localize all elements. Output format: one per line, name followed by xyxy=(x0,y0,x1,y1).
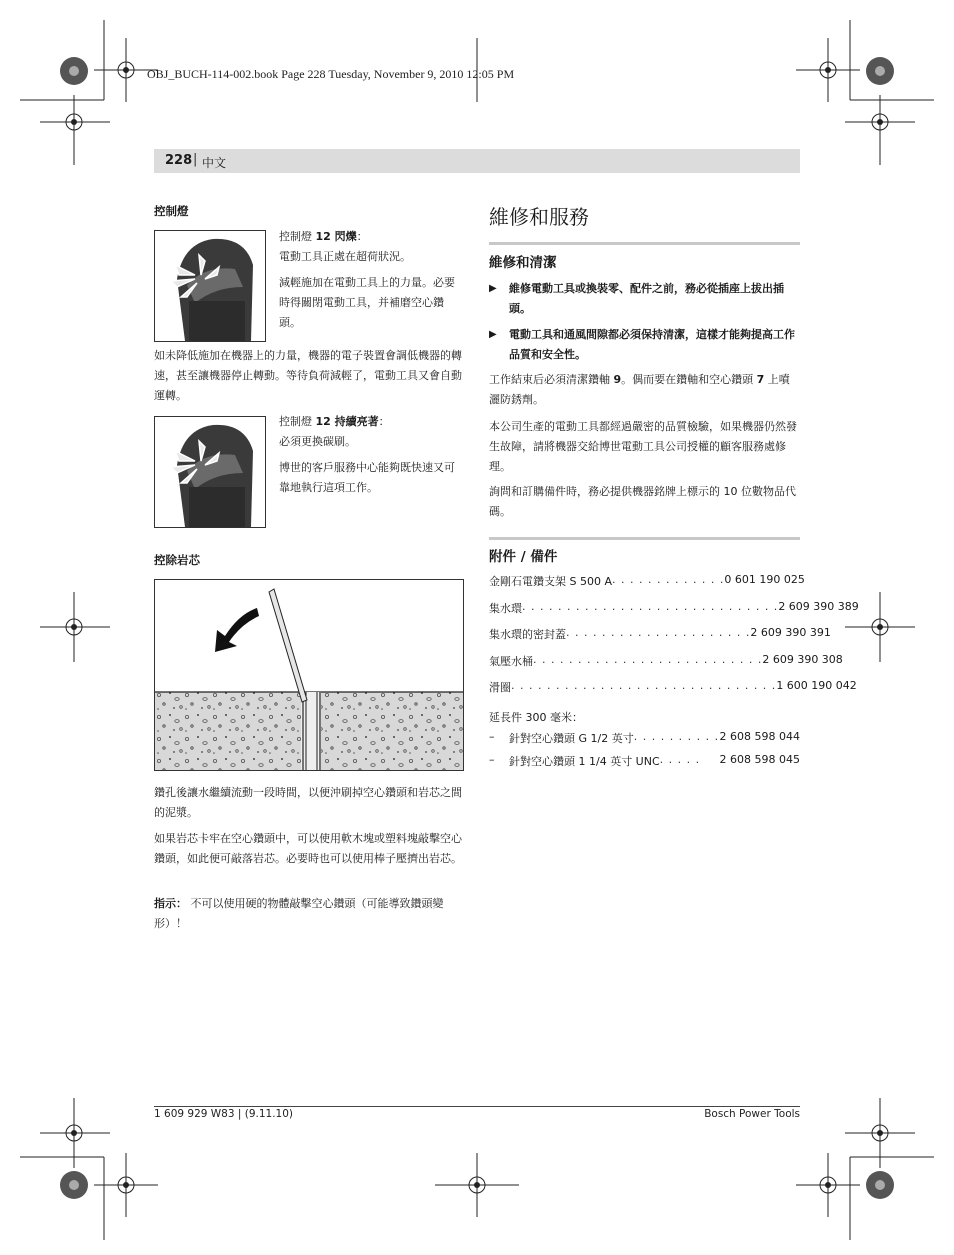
list-item: 集水環的密封蓋 . . . . . . . . . . . . . . . . . . . . . 2 609 390 391 xyxy=(489,626,831,641)
list-item: – 針對空心鑽頭 G 1/2 英寸 . . . . . . . . . . 2 608 598 044 xyxy=(489,730,800,745)
header-separator: | xyxy=(193,152,198,167)
page-number: 228 xyxy=(165,153,193,168)
note-text: 不可以使用硬的物體敲擊空心鑽頭（可能導致鑽頭變形）！ xyxy=(154,897,444,930)
control-light-2-text: 控制燈 12 持續亮著： 必須更換碳刷。 博世的客戶服務中心能夠既快速又可靠地執行這項工作。 xyxy=(279,415,455,494)
maintenance-title: 維修和服務 xyxy=(489,205,589,229)
control-light-paragraph: 如未降低施加在機器上的力量，機器的電子裝置會調低機器的轉速，甚至讓機器停止轉動。等待負荷減輕了，電動工具又會自動運轉。 xyxy=(154,349,462,402)
list-item: 金剛石電鑽支架 S 500 A . . . . . . . . . . . . . 0 601 190 025 xyxy=(489,573,805,588)
title-rule xyxy=(489,242,800,245)
header-language: 中文 xyxy=(202,156,227,170)
book-info-line: OBJ_BUCH-114-002.book Page 228 Tuesday, November 9, 2010 12:05 PM xyxy=(147,67,515,81)
parts-order-paragraph: 詢問和訂購備件時，務必提供機器銘牌上標示的 10 位數物品代碼。 xyxy=(489,485,796,518)
accessories-heading: 附件 / 備件 xyxy=(489,549,558,565)
bullet-item: ▶ 維修電動工具或換裝零、配件之前，務必從插座上拔出插頭。 xyxy=(489,279,800,319)
extension-list xyxy=(489,730,800,776)
triangle-bullet-icon: ▶ xyxy=(489,329,497,340)
list-item: 滑圈 . . . . . . . . . . . . . . . . . . . . . . . . . . . . . . 1 600 190 042 xyxy=(489,679,857,694)
page-header-bar xyxy=(154,149,800,173)
cleaning-paragraph: 工作結束后必須清潔鑽軸 9。偶而要在鑽軸和空心鑽頭 7 上噴灑防銹劑。 xyxy=(489,373,790,406)
note-label: 指示： xyxy=(154,897,187,910)
control-light-1-text: 控制燈 12 閃爍： 電動工具正處在超荷狀況。 減輕施加在電動工具上的力量。必要時得關閉電動工具，并補磨空心鑽頭。 xyxy=(279,230,455,329)
triangle-bullet-icon: ▶ xyxy=(489,283,497,294)
extension-label: 延長件 300 毫米： xyxy=(489,711,583,724)
bullet-item: ▶ 電動工具和通風間隙都必須保持清潔，這樣才能夠提高工作品質和安全性。 xyxy=(489,325,800,365)
accessories-rule xyxy=(489,537,800,540)
footer-brand: Bosch Power Tools xyxy=(704,1108,800,1120)
core-removal-heading: 控除岩芯 xyxy=(154,553,200,567)
accessories-list xyxy=(489,573,859,706)
list-item: 氣壓水桶 . . . . . . . . . . . . . . . . . . . . . . . . . . 2 609 390 308 xyxy=(489,652,843,668)
footer-doc-number: 1 609 929 W83 | (9.11.10) xyxy=(154,1108,294,1120)
core-removal-paragraph-2: 如果岩芯卡牢在空心鑽頭中，可以使用軟木塊或塑料塊敲擊空心鑽頭，如此便可敲落岩芯。必要時也可以使用棒子壓擠出岩芯。 xyxy=(154,832,462,865)
control-light-flashing-illustration xyxy=(154,230,266,342)
list-item: 集水環 . . . . . . . . . . . . . . . . . . . . . . . . . . . . . 2 609 390 389 xyxy=(489,599,859,615)
footer-rule xyxy=(154,1106,800,1107)
maintenance-cleaning-heading: 維修和清潔 xyxy=(489,255,557,271)
core-removal-paragraph-1: 鑽孔後讓水繼續流動一段時間，以便沖刷掉空心鑽頭和岩芯之間的泥漿。 xyxy=(154,786,462,819)
control-light-steady-illustration xyxy=(154,416,266,528)
note-paragraph xyxy=(154,894,462,934)
control-light-heading: 控制燈 xyxy=(154,204,189,218)
list-item: – 針對空心鑽頭 1 1/4 英寸 UNC . . . . . 2 608 598 045 xyxy=(489,753,800,768)
service-paragraph: 本公司生產的電動工具都經過嚴密的品質檢驗，如果機器仍然發生故障，請將機器交給博世電動工具公司授權的顧客服務處修理。 xyxy=(489,420,797,473)
core-removal-illustration xyxy=(154,579,464,771)
